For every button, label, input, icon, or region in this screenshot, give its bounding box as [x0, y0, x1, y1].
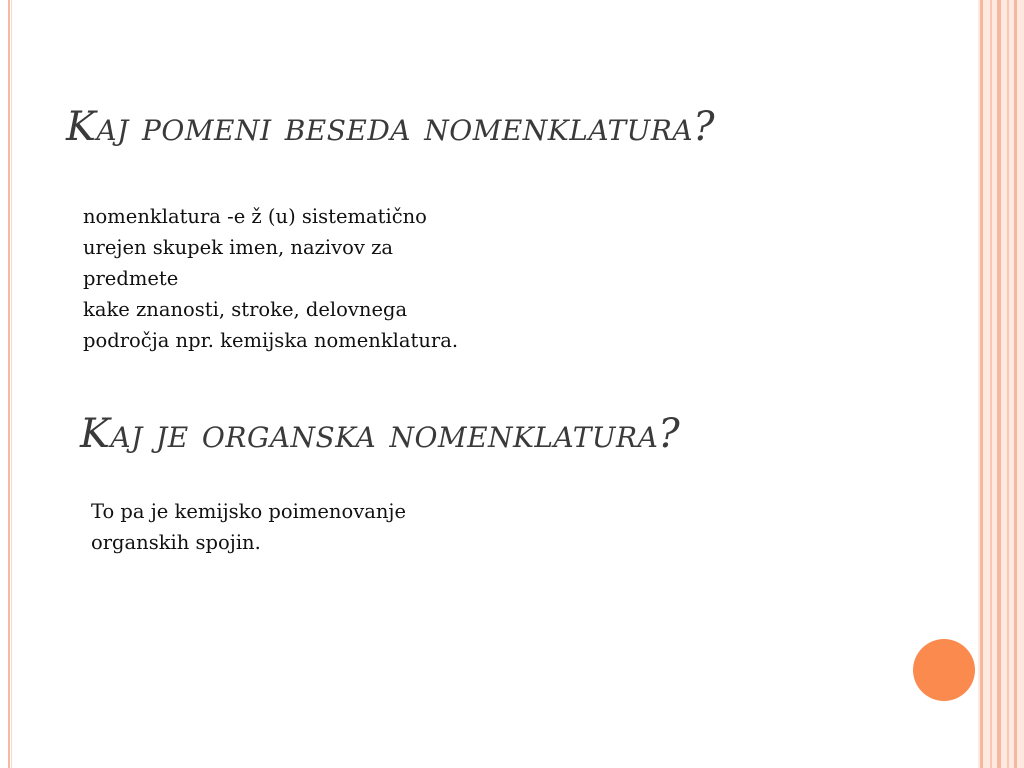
- left-border-line: [8, 0, 10, 768]
- right-stripe: [980, 0, 983, 768]
- right-stripe: [1007, 0, 1009, 768]
- section2-definition: [91, 496, 511, 558]
- section2-title: Kaj je organska nomenklatura?: [80, 411, 681, 457]
- right-stripe: [990, 0, 992, 768]
- definition-line: kake znanosti, stroke, delovnega: [83, 298, 408, 321]
- definition-line: To pa je kemijsko poimenovanje: [91, 500, 406, 523]
- definition-line: nomenklatura -e ž (u) sistematično: [83, 205, 427, 228]
- right-decorative-band: [978, 0, 1024, 768]
- right-stripe: [1014, 0, 1017, 768]
- definition-line: področja npr. kemijska nomenklatura.: [83, 329, 459, 352]
- definition-line: predmete: [83, 267, 179, 290]
- orange-circle-decoration: [913, 639, 975, 701]
- definition-line: organskih spojin.: [91, 531, 261, 554]
- definition-line: urejen skupek imen, nazivov za: [83, 236, 393, 259]
- section1-title: Kaj pomeni beseda nomenklatura?: [66, 104, 716, 150]
- left-border-line-inner: [11, 0, 12, 768]
- section1-definition: [83, 201, 553, 356]
- right-stripe: [997, 0, 1001, 768]
